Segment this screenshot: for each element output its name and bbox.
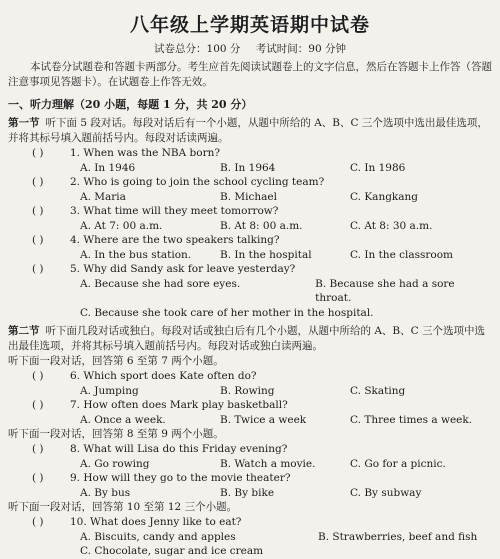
answer-blank[interactable]: ( ): [32, 234, 44, 246]
answer-blank[interactable]: ( ): [32, 147, 44, 159]
option-a: A. Biscuits, candy and apples: [80, 530, 236, 543]
answer-blank[interactable]: ( ): [32, 176, 44, 188]
option-c: C. In 1986: [350, 161, 406, 174]
option-c: C. By subway: [350, 486, 422, 499]
options-8: [8, 457, 492, 472]
section-detail: （20 小题，每题 1 分，共 20 分）: [74, 98, 253, 111]
question-text: 6. Which sport does Kate often do?: [70, 370, 257, 382]
answer-blank[interactable]: ( ): [32, 399, 44, 411]
option-a: A. Go rowing: [80, 457, 150, 470]
question-8: [8, 442, 492, 457]
question-4: [8, 233, 492, 248]
question-7: [8, 398, 492, 413]
option-a: A. By bus: [80, 486, 131, 499]
part-2-instructions: [8, 324, 492, 354]
option-b: B. By bike: [220, 486, 275, 499]
option-a: A. Maria: [80, 190, 126, 203]
options-2: [8, 190, 492, 205]
exam-meta: [8, 41, 492, 56]
exam-time: 考试时间：90 分钟: [255, 43, 346, 55]
question-text: 2. Who is going to join the school cycling team?: [70, 176, 325, 188]
question-text: 8. What will Lisa do this Friday evening?: [70, 443, 288, 455]
option-b: B. Strawberries, beef and fish: [318, 530, 478, 543]
question-5: [8, 262, 492, 277]
question-3: [8, 204, 492, 219]
question-2: [8, 175, 492, 190]
option-c: C. Skating: [350, 384, 406, 397]
options-3: [8, 219, 492, 234]
options-9: [8, 486, 492, 501]
option-c: C. Kangkang: [350, 190, 419, 203]
section-listening: [8, 96, 492, 112]
option-b: B. In 1964: [220, 161, 276, 174]
answer-blank[interactable]: ( ): [32, 370, 44, 382]
option-c: C. In the classroom: [350, 248, 454, 261]
option-c: C. Chocolate, sugar and ice cream: [80, 545, 264, 557]
option-a: A. At 7: 00 a.m.: [80, 219, 163, 232]
listen-instruction-3: 听下面一段对话，回答第 10 至第 12 三个小题。: [8, 501, 238, 513]
option-b: B. At 8: 00 a.m.: [220, 219, 303, 232]
option-a: A. In the bus station.: [80, 248, 192, 261]
options-1: [8, 161, 492, 176]
answer-blank[interactable]: ( ): [32, 205, 44, 217]
question-text: 10. What does Jenny like to eat?: [70, 516, 242, 528]
option-a: A. Jumping: [80, 384, 139, 397]
question-text: 7. How often does Mark play basketball?: [70, 399, 288, 411]
option-b: B. Michael: [220, 190, 277, 203]
option-a: A. In 1946: [80, 161, 136, 174]
options-6: [8, 384, 492, 399]
notice-text: 本试卷分试题卷和答题卡两部分。考生应首先阅读试题卷上的文字信息，然后在答题卡上作答（答题注意事项见答题卡）。在试题卷上作答无效。: [8, 61, 492, 88]
listen-instruction-1: 听下面一段对话，回答第 6 至第 7 两个小题。: [8, 355, 224, 367]
answer-blank[interactable]: ( ): [32, 443, 44, 455]
option-a: A. Once a week.: [80, 413, 166, 426]
option-b: B. Twice a week: [220, 413, 307, 426]
options-7: [8, 413, 492, 428]
answer-blank[interactable]: ( ): [32, 263, 44, 275]
option-b: B. Rowing: [220, 384, 275, 397]
section-title: 一、听力理解: [8, 98, 74, 111]
question-10: [8, 515, 492, 530]
options-5: [8, 277, 492, 306]
question-9: [8, 471, 492, 486]
option-a: A. Because she had sore eyes.: [80, 277, 241, 290]
part-2-label: 第二节: [8, 325, 40, 337]
total-score: 试卷总分：100 分: [154, 43, 241, 55]
answer-blank[interactable]: ( ): [32, 516, 44, 528]
option-c: C. Go for a picnic.: [350, 457, 446, 470]
options-4: [8, 248, 492, 263]
option-c: C. Three times a week.: [350, 413, 473, 426]
page-title: 八年级上学期英语期中试卷: [129, 14, 370, 36]
option-b: B. Watch a movie.: [220, 457, 316, 470]
listen-instruction-2: 听下面一段对话，回答第 8 至第 9 两个小题。: [8, 428, 224, 440]
part-2-text: 听下面几段对话或独白。每段对话或独白后有几个小题，从题中所给的 A、B、C 三个选项中选出最佳选项，并将其标号填入题前括号内。每段对话或独白读两遍。: [8, 325, 486, 352]
answer-blank[interactable]: ( ): [32, 472, 44, 484]
option-c: C. Because she took care of her mother in the hospital.: [80, 306, 374, 319]
option-b: B. In the hospital: [220, 248, 312, 261]
part-1-label: 第一节: [8, 117, 40, 129]
option-b: B. Because she had a sore throat.: [315, 277, 455, 304]
question-text: 4. Where are the two speakers talking?: [70, 234, 280, 246]
question-6: [8, 369, 492, 384]
option-c: C. At 8: 30 a.m.: [350, 219, 433, 232]
part-1-instructions: [8, 116, 492, 146]
question-text: 9. How will they go to the movie theater?: [70, 472, 291, 484]
question-text: 1. When was the NBA born?: [70, 147, 221, 159]
question-text: 3. What time will they meet tomorrow?: [70, 205, 279, 217]
part-1-text: 听下面 5 段对话。每段对话后有一个小题，从题中所给的 A、B、C 三个选项中选出最佳选项，并将其标号填入题前括号内。每段对话读两遍。: [8, 117, 488, 144]
question-1: [8, 146, 492, 161]
question-text: 5. Why did Sandy ask for leave yesterday?: [70, 263, 296, 275]
